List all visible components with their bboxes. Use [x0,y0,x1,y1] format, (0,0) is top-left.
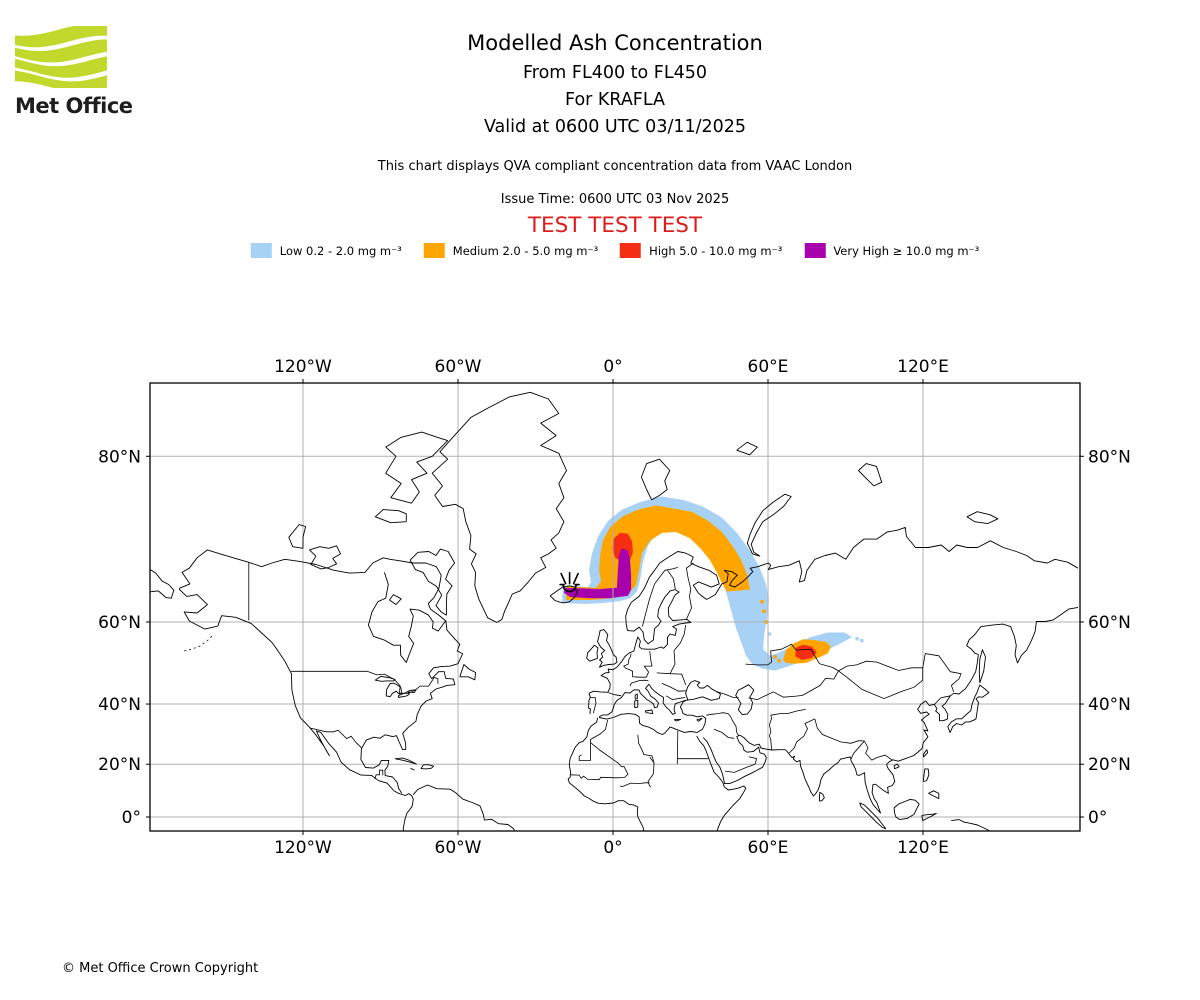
test-banner: TEST TEST TEST [527,213,703,238]
y-tick-label-right: 80°N [1088,447,1131,468]
legend-swatch-medium [424,243,445,258]
x-tick-label-bottom: 120°E [897,838,949,858]
y-tick-label-left: 0° [121,808,141,828]
ash-speckle-low [860,639,863,642]
ash-speckle-medium [760,600,763,603]
map-canvas [0,330,1200,875]
x-tick-label-bottom: 60°E [747,838,789,858]
y-tick-label-right: 60°N [1088,613,1131,634]
x-tick-label-bottom: 0° [603,838,623,858]
x-tick-label-bottom: 120°W [274,838,332,858]
y-tick-label-left: 40°N [98,695,141,716]
legend-item-very_high [804,243,979,258]
ash-speckle-medium [773,655,776,658]
met-office-logo-text: Met Office [15,94,133,118]
y-tick-label-left: 80°N [98,447,141,468]
legend-item-high [620,243,782,258]
legend-swatch-very_high [804,243,825,258]
met-office-logo [15,26,135,118]
legend-label-medium: Medium 2.0 - 5.0 mg m⁻³ [452,243,599,258]
legend-label-low: Low 0.2 - 2.0 mg m⁻³ [279,243,402,258]
legend-label-very_high: Very High ≥ 10.0 mg m⁻³ [833,243,980,258]
x-tick-label-bottom: 60°W [434,838,482,858]
legend-item-low [251,243,402,258]
copyright-notice: © Met Office Crown Copyright [62,961,259,976]
ash-speckle-medium [745,585,748,588]
legend [251,243,979,258]
x-tick-label-top: 120°W [274,357,332,377]
page-title: Modelled Ash Concentration [467,31,763,55]
y-tick-label-right: 0° [1088,808,1108,828]
ash-speckle-low [855,637,858,640]
x-tick-label-top: 120°E [897,357,949,377]
y-tick-label-right: 40°N [1088,695,1131,716]
ash-speckle-medium [777,659,780,662]
y-tick-label-left: 60°N [98,613,141,634]
y-tick-label-left: 20°N [98,755,141,776]
legend-swatch-low [251,243,272,258]
x-tick-label-top: 60°E [747,357,789,377]
subtitle-volcano: For KRAFLA [565,90,665,110]
map-root [98,357,1131,858]
y-tick-label-right: 20°N [1088,755,1131,776]
legend-label-high: High 5.0 - 10.0 mg m⁻³ [649,243,783,258]
subtitle-valid-time: Valid at 0600 UTC 03/11/2025 [483,117,747,137]
legend-item-medium [424,243,598,258]
issue-time: Issue Time: 0600 UTC 03 Nov 2025 [500,192,730,207]
ash-speckle-medium [762,610,765,613]
met-office-logo-waves [15,26,107,88]
legend-swatch-high [620,243,641,258]
x-tick-label-top: 60°W [434,357,482,377]
x-tick-label-top: 0° [603,357,623,377]
subtitle-flight-levels: From FL400 to FL450 [522,63,708,83]
qva-description: This chart displays QVA compliant concentration data from VAAC London [377,159,853,174]
